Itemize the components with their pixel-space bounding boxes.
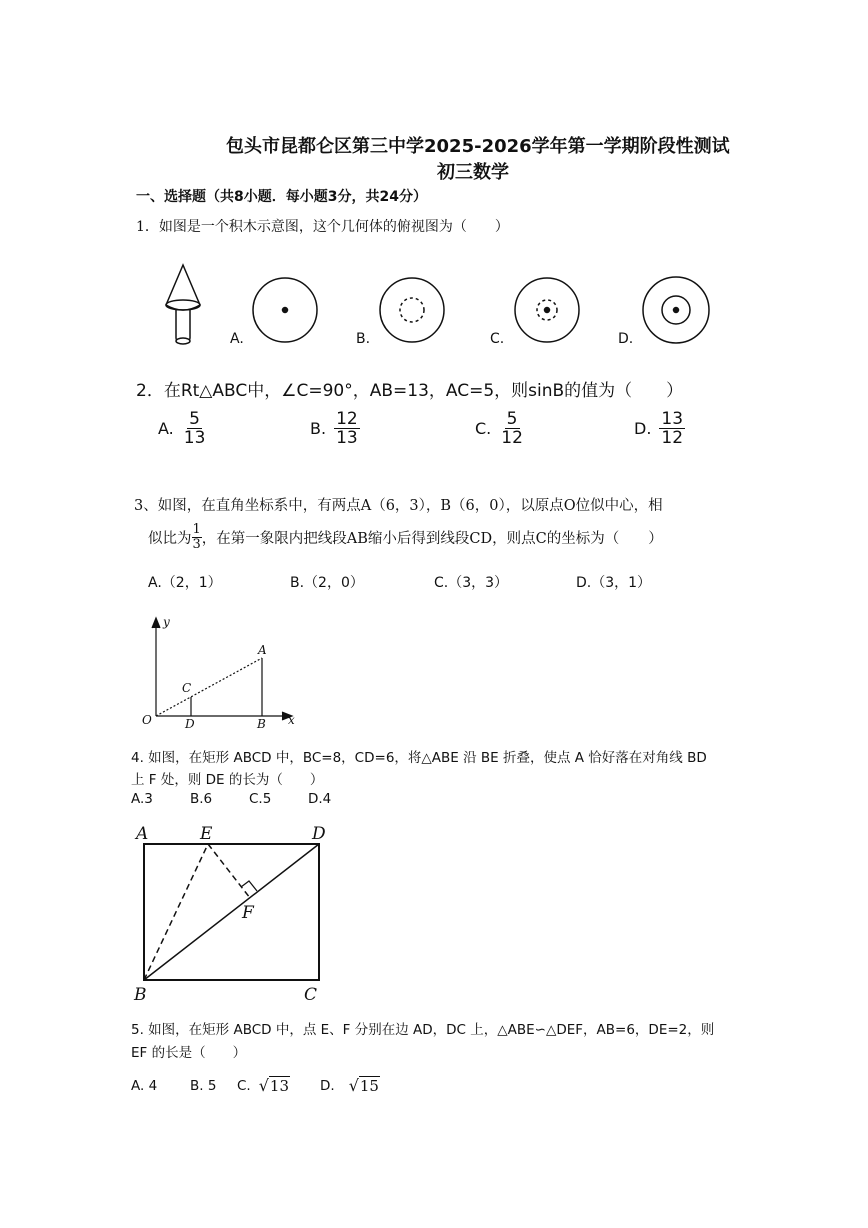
label-d: D xyxy=(185,717,195,730)
label-a: A xyxy=(258,643,267,657)
q4-option-a: A.3 xyxy=(131,791,153,807)
q4-line1: 4. 如图，在矩形 ABCD 中，BC=8，CD=6，将△ABE 沿 BE 折叠，使点 A 恰好落在对角线 BD xyxy=(131,750,707,766)
q1-option-b: B. xyxy=(356,331,371,347)
label-y: y xyxy=(163,615,170,629)
option-value: 5 xyxy=(207,1078,217,1094)
label-d: D xyxy=(312,824,326,844)
right-angle-mark xyxy=(241,881,257,891)
option-label: A. xyxy=(131,1078,145,1094)
q5-option-a xyxy=(131,1078,157,1094)
label-b: B xyxy=(134,985,147,1005)
q3-figure xyxy=(136,612,306,730)
label-b: B xyxy=(257,717,266,730)
label-f: F xyxy=(242,903,254,923)
q3-line2 xyxy=(148,523,663,552)
q2-option-c xyxy=(475,410,525,447)
q5-option-d xyxy=(320,1076,380,1095)
option-c-view xyxy=(515,278,579,342)
solid-drawing xyxy=(166,265,200,344)
denominator: 13 xyxy=(183,428,206,448)
q4-figure xyxy=(132,820,342,1006)
q4-option-d: D.4 xyxy=(308,791,332,807)
radicand: 13 xyxy=(269,1077,290,1095)
fraction xyxy=(659,410,685,447)
numerator: 1 xyxy=(192,522,201,537)
denominator: 12 xyxy=(501,428,523,448)
denominator: 12 xyxy=(661,428,684,448)
ratio-fraction xyxy=(192,523,202,552)
fraction xyxy=(182,410,208,447)
sqrt-sign: √ xyxy=(348,1076,359,1095)
q2-option-b xyxy=(310,410,360,447)
q5-line1: 5. 如图，在矩形 ABCD 中，点 E、F 分别在边 AD，DC 上，△ABE∽△DEF，AB=6，DE=2，则 xyxy=(131,1022,715,1038)
option-a-view xyxy=(253,278,317,342)
q3-line2-post: ，在第一象限内把线段AB缩小后得到线段CD，则点C的坐标为（ ） xyxy=(201,531,663,547)
label-c: C xyxy=(304,985,318,1005)
q4-line2: 上 F 处，则 DE 的长为（ ） xyxy=(131,772,324,788)
q3-line2-pre: 似比为 xyxy=(148,531,192,547)
radicand: 15 xyxy=(359,1077,379,1095)
segment-ef xyxy=(208,844,250,898)
section-heading: 一、选择题（共8小题．每小题3分，共24分） xyxy=(136,189,427,205)
label-o: O xyxy=(142,713,152,727)
option-b-view xyxy=(380,278,444,342)
numerator: 12 xyxy=(336,409,358,429)
numerator: 5 xyxy=(506,409,518,429)
q3-line1: 3、如图，在直角坐标系中，有两点A（6，3），B（6，0），以原点O位似中心，相 xyxy=(134,498,663,514)
label-x: x xyxy=(288,713,295,727)
q5-line2: EF 的长是（ ） xyxy=(131,1045,247,1061)
q2-option-d xyxy=(634,410,685,447)
q3-option-b: B.（2，0） xyxy=(290,575,364,591)
exam-title: 包头市昆都仑区第三中学2025-2026学年第一学期阶段性测试 xyxy=(226,136,730,157)
q4-option-c: C.5 xyxy=(249,791,272,807)
q3-option-a: A.（2，1） xyxy=(148,575,222,591)
q5-option-c xyxy=(237,1076,290,1095)
q4-option-b: B.6 xyxy=(190,791,213,807)
option-label: B. xyxy=(310,419,327,438)
option-label: C. xyxy=(237,1077,251,1094)
option-label: D. xyxy=(320,1077,335,1094)
q1-option-a: A. xyxy=(230,331,244,347)
q1-option-d: D. xyxy=(618,331,634,347)
diagonal-bd xyxy=(144,844,319,980)
fraction xyxy=(499,410,525,447)
q2-text: 2．在Rt△ABC中，∠C=90°，AB=13，AC=5，则sinB的值为（ ） xyxy=(136,381,684,401)
fold-be xyxy=(144,844,208,980)
y-arrow xyxy=(152,618,160,628)
q2-option-a xyxy=(158,410,207,447)
fraction xyxy=(334,410,360,447)
exam-subject: 初三数学 xyxy=(437,162,509,183)
sqrt-sign: √ xyxy=(258,1076,269,1095)
denominator: 3 xyxy=(192,537,201,552)
numerator: 5 xyxy=(189,409,200,429)
option-value: 4 xyxy=(148,1078,158,1094)
option-label: B. xyxy=(190,1078,204,1094)
q5-option-b xyxy=(190,1078,216,1094)
q1-text: 1．如图是一个积木示意图，这个几何体的俯视图为（ ） xyxy=(136,219,509,235)
denominator: 13 xyxy=(336,428,358,448)
option-label: C. xyxy=(475,419,492,438)
option-label: A. xyxy=(158,419,174,438)
label-c: C xyxy=(182,681,192,695)
option-d-view xyxy=(643,277,709,343)
q1-option-c: C. xyxy=(490,331,505,347)
label-e: E xyxy=(200,824,213,844)
numerator: 13 xyxy=(661,409,684,429)
q3-option-c: C.（3，3） xyxy=(434,575,509,591)
line-oa xyxy=(156,658,262,716)
label-a: A xyxy=(136,824,149,844)
q3-option-d: D.（3，1） xyxy=(576,575,652,591)
option-label: D. xyxy=(634,419,652,438)
